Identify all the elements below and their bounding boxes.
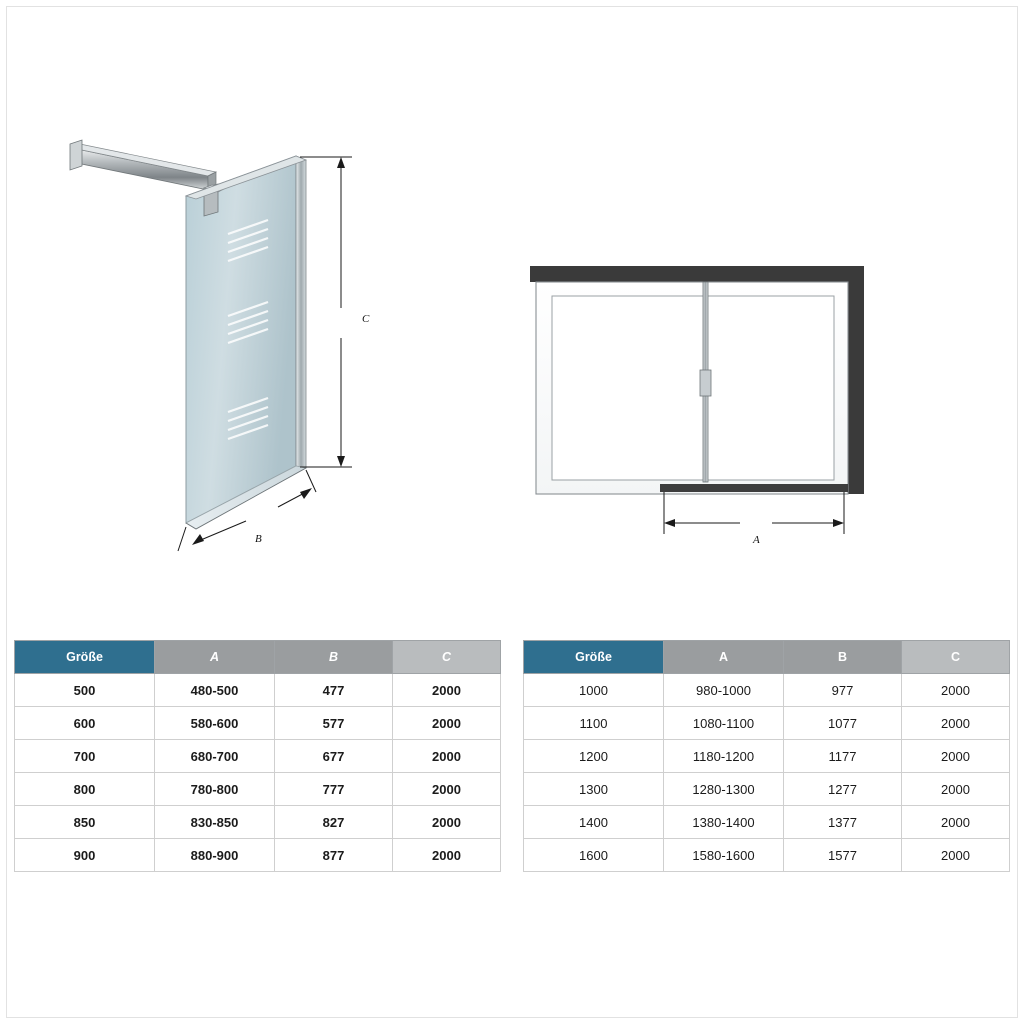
cell-c: 2000: [902, 773, 1010, 806]
table-header-row: [15, 641, 501, 674]
isometric-view-svg: [0, 0, 520, 620]
dimension-c-label: C: [362, 313, 370, 325]
cell-b: 577: [275, 707, 393, 740]
cell-a: 830-850: [155, 806, 275, 839]
cell-b: 1177: [784, 740, 902, 773]
top-view-svg: [500, 0, 920, 620]
table-row: [524, 740, 1010, 773]
cell-a: 1380-1400: [664, 806, 784, 839]
base-rail: [660, 484, 848, 492]
cell-groesse: 850: [15, 806, 155, 839]
cell-groesse: 800: [15, 773, 155, 806]
cell-groesse: 500: [15, 674, 155, 707]
cell-c: 2000: [393, 773, 501, 806]
cell-groesse: 900: [15, 839, 155, 872]
column-header-b: B: [275, 641, 393, 674]
cell-a: 1580-1600: [664, 839, 784, 872]
shower-tray-inner: [552, 296, 834, 480]
dimension-a-label: A: [753, 534, 760, 546]
cell-b: 1077: [784, 707, 902, 740]
table-row: [524, 773, 1010, 806]
cell-groesse: 1300: [524, 773, 664, 806]
cell-c: 2000: [902, 707, 1010, 740]
cell-c: 2000: [902, 806, 1010, 839]
cell-b: 477: [275, 674, 393, 707]
stabilizer-clamp-top: [700, 370, 711, 396]
column-header-c: C: [393, 641, 501, 674]
table-row: [524, 839, 1010, 872]
cell-groesse: 1200: [524, 740, 664, 773]
cell-b: 977: [784, 674, 902, 707]
cell-groesse: 1600: [524, 839, 664, 872]
table-row: [15, 707, 501, 740]
column-header-groesse: Größe: [524, 641, 664, 674]
cell-c: 2000: [393, 707, 501, 740]
table-row: [524, 806, 1010, 839]
cell-c: 2000: [902, 740, 1010, 773]
column-header-a: A: [155, 641, 275, 674]
cell-a: 880-900: [155, 839, 275, 872]
cell-c: 2000: [393, 806, 501, 839]
size-tables-row: [0, 640, 1024, 872]
cell-b: 1377: [784, 806, 902, 839]
cell-b: 1277: [784, 773, 902, 806]
table-header-row: [524, 641, 1010, 674]
dimension-c: [300, 157, 352, 467]
table-row: [15, 740, 501, 773]
cell-b: 827: [275, 806, 393, 839]
cell-c: 2000: [902, 839, 1010, 872]
cell-a: 1180-1200: [664, 740, 784, 773]
cell-a: 780-800: [155, 773, 275, 806]
cell-groesse: 600: [15, 707, 155, 740]
cell-b: 877: [275, 839, 393, 872]
cell-c: 2000: [902, 674, 1010, 707]
vertical-profile: [296, 156, 306, 468]
dimension-b-label: B: [255, 533, 262, 545]
table-row: [15, 773, 501, 806]
column-header-a: A: [664, 641, 784, 674]
cell-a: 680-700: [155, 740, 275, 773]
cell-b: 777: [275, 773, 393, 806]
cell-groesse: 1100: [524, 707, 664, 740]
table-row: [15, 806, 501, 839]
cell-c: 2000: [393, 839, 501, 872]
column-header-b: B: [784, 641, 902, 674]
cell-groesse: 700: [15, 740, 155, 773]
cell-a: 1080-1100: [664, 707, 784, 740]
column-header-c: C: [902, 641, 1010, 674]
cell-c: 2000: [393, 740, 501, 773]
table-row: [524, 674, 1010, 707]
cell-a: 980-1000: [664, 674, 784, 707]
size-table-small: [14, 640, 501, 872]
dimension-a: [664, 492, 844, 534]
cell-b: 1577: [784, 839, 902, 872]
cell-a: 1280-1300: [664, 773, 784, 806]
cell-groesse: 1400: [524, 806, 664, 839]
table-row: [15, 674, 501, 707]
table-row: [524, 707, 1010, 740]
cell-c: 2000: [393, 674, 501, 707]
cell-a: 480-500: [155, 674, 275, 707]
column-header-groesse: Größe: [15, 641, 155, 674]
size-table-large: [523, 640, 1010, 872]
cell-a: 580-600: [155, 707, 275, 740]
cell-b: 677: [275, 740, 393, 773]
table-row: [15, 839, 501, 872]
cell-groesse: 1000: [524, 674, 664, 707]
